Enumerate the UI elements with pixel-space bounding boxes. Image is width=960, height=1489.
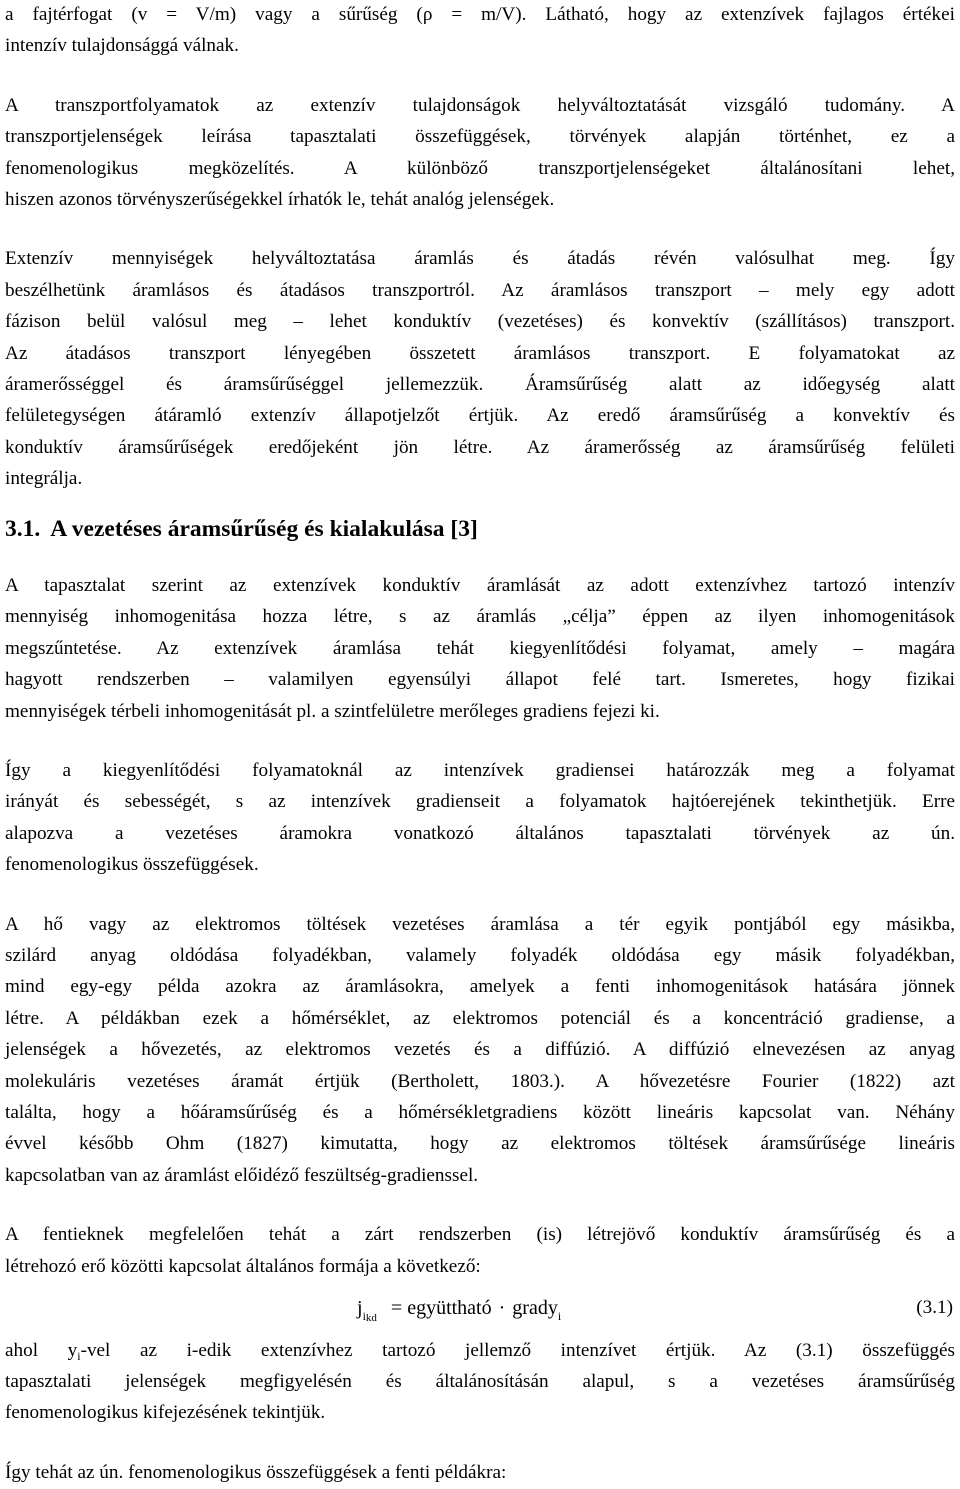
paragraph-conductive-flow [5, 571, 955, 727]
eq-equals: = [390, 1296, 403, 1319]
text-line: A tapasztalat szerint az extenzívek konduktív áramlását az adott extenzívhez tartozó intenzív [5, 575, 955, 597]
eq-j: j [357, 1296, 363, 1319]
text-line: A hő vagy az elektromos töltések vezetéses áramlása a tér egyik pontjából egy másikba, [5, 913, 955, 935]
text-line: kapcsolatban van az áramlást előidéző feszültség-gradienssel. [5, 1164, 479, 1186]
paragraph-extensive-quantities [5, 244, 955, 494]
text-line: tapasztalati jelenségek megfigyelésén és általánosításán alapul, s a vezetéses áramsűrűség [5, 1370, 955, 1392]
text-line: hiszen azonos törvényszerűségekkel írhatók le, tehát analóg jelenségek. [5, 188, 555, 210]
text-line [5, 1336, 955, 1366]
eq-j-sub: i [362, 1308, 366, 1323]
text-fragment: -vel az i-edik extenzívhez tartozó jellemző intenzívet értjük. Az (3.1) összefüggés [80, 1339, 955, 1361]
eq-coefficient: együttható [407, 1296, 492, 1319]
paragraph-where [5, 1336, 955, 1429]
text-line: Így a kiegyenlítődési folyamatoknál az intenzívek gradiensei határozzák meg a folyamat [5, 760, 955, 782]
paragraph-examples-intro [5, 1458, 955, 1488]
text-line: jelenségek a hővezetés, az elektromos vezetés és a diffúzió. A diffúzió elnevezésen az anyag [5, 1039, 955, 1061]
eq-dot: · [498, 1296, 506, 1319]
text-line: alapozva a vezetéses áramokra vonatkozó általános tapasztalati törvények az ún. [5, 822, 955, 844]
text-line: beszélhetünk áramlásos és átadásos transzportról. Az áramlásos transzport – mely egy adott [5, 279, 955, 301]
text-line: Extenzív mennyiségek helyváltoztatása áramlás és átadás révén valósulhat meg. Így [5, 248, 955, 270]
paragraph-general-form [5, 1220, 955, 1281]
text-line: A transzportfolyamatok az extenzív tulajdonságok helyváltoztatását vizsgáló tudomány. A [5, 94, 955, 116]
equation-block [5, 1286, 955, 1330]
text-line: mennyiségek térbeli inhomogenitását pl. a szintfelületre merőleges gradiens fejezi ki. [5, 700, 660, 722]
text-line: Így tehát az ún. fenomenologikus összefüggések a fenti példákra: [5, 1461, 507, 1483]
text-line: Az átadásos transzport lényegében összetett áramlásos transzport. E folyamatokat az [5, 342, 955, 364]
equation-number: (3.1) [916, 1296, 953, 1318]
text-line: fenomenologikus összefüggések. [5, 854, 259, 876]
text-line: konduktív áramsűrűségek eredőjeként jön létre. Az áramerősség az áramsűrűség felületi [5, 436, 955, 458]
text-line: szilárd anyag oldódása folyadékban, valamely folyadék oldódása egy másik folyadékban, [5, 944, 955, 966]
text-line: mennyiség inhomogenitása hozza létre, s az áramlás „célja” éppen az ilyen inhomogenitások [5, 606, 955, 628]
eq-grad: grady [512, 1296, 558, 1319]
text-line: fenomenologikus kifejezésének tekintjük. [5, 1402, 326, 1424]
text-line: transzportjelenségek leírása tapasztalati összefüggések, törvények alapján történhet, ez a [5, 126, 955, 148]
text-line: irányát és sebességét, s az intenzívek gradienseit a folyamatok hajtóerejének tekinthetjük. Erre [5, 791, 955, 813]
paragraph-intro-continuation [5, 0, 955, 61]
text-line: áramerősséggel és áramsűrűséggel jellemezzük. Áramsűrűség alatt az időegység alatt [5, 373, 955, 395]
paragraph-examples [5, 910, 955, 1191]
section-title: A vezetéses áramsűrűség és kialakulása [3] [50, 516, 478, 543]
text-line: a fajtérfogat (v = V/m) vagy a sűrűség (ρ = m/V). Látható, hogy az extenzívek fajlagos értékei [5, 4, 955, 25]
text-line: molekuláris vezetéses áramát értjük (Bertholett, 1803.). A hővezetésre Fourier (1822) azt [5, 1070, 955, 1092]
equation [357, 1286, 561, 1340]
text-line: létre. A példákban ezek a hőmérséklet, az elektromos potenciál és a koncentráció gradiense, a [5, 1007, 955, 1029]
document-page [5, 0, 955, 1489]
text-line: mind egy-egy példa azokra az áramlásokra, amelyek a fenti inhomogenitások hatására jönnek [5, 976, 955, 998]
text-line: fázison belül valósul meg – lehet konduktív (vezetéses) és konvektív (szállításos) transzport. [5, 311, 955, 333]
text-line: hagyott rendszerben – valamilyen egyensúlyi állapot felé tart. Ismeretes, hogy fizikai [5, 669, 955, 691]
text-line: felületegységen átáramló extenzív állapotjelzőt értjük. Az eredő áramsűrűség a konvektív és [5, 405, 955, 427]
eq-j-subsub: kd [365, 1311, 377, 1324]
text-line: A fentieknek megfelelően tehát a zárt rendszerben (is) létrejövő konduktív áramsűrűség és a [5, 1224, 955, 1246]
paragraph-transport-definition [5, 91, 955, 215]
text-line: intenzív tulajdonsággá válnak. [5, 35, 239, 57]
text-line: létrehozó erő közötti kapcsolat általános formája a következő: [5, 1255, 481, 1277]
section-heading [5, 512, 955, 546]
text-line: megszűntetése. Az extenzívek áramlása tehát kiegyenlítődési folyamat, amely – magára [5, 637, 955, 659]
eq-grad-sub: i [557, 1308, 562, 1323]
text-line: találta, hogy a hőáramsűrűség és a hőmérsékletgradiens között lineáris kapcsolat van. Néhány [5, 1101, 955, 1123]
paragraph-gradients [5, 756, 955, 880]
text-line: integrálja. [5, 468, 83, 490]
text-fragment: ahol y [5, 1339, 78, 1361]
text-line: fenomenologikus megközelítés. A különböző transzportjelenségeket általánosítani lehet, [5, 157, 955, 179]
text-line: évvel később Ohm (1827) kimutatta, hogy az elektromos töltések áramsűrűsége lineáris [5, 1133, 955, 1155]
subscript-i: i [77, 1348, 81, 1363]
section-number: 3.1. [5, 516, 41, 543]
